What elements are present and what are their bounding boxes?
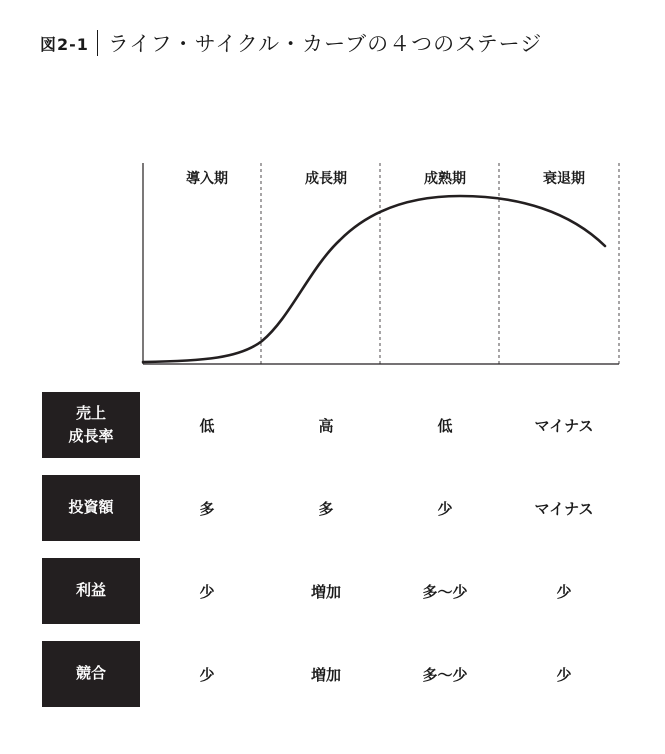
- figure-number: 図2-1: [40, 34, 89, 54]
- table-cell: 多〜少: [422, 665, 468, 684]
- row-header-line: 利益: [75, 581, 106, 600]
- row-header-line: 競合: [75, 664, 106, 683]
- table-cell: マイナス: [534, 416, 594, 435]
- table-cell: 多: [199, 499, 215, 518]
- table-cell: 増加: [310, 582, 341, 601]
- table-cell: 少: [199, 582, 215, 601]
- row-header-sales-growth: [42, 392, 140, 458]
- stage-label-introduction: 導入期: [186, 171, 228, 187]
- row-header-line: 売上: [75, 403, 106, 422]
- stage-label-maturity: 成熟期: [424, 171, 466, 187]
- table-cell: マイナス: [534, 499, 594, 518]
- table-cell: 多〜少: [422, 582, 468, 601]
- row-header-line: 成長率: [68, 427, 114, 445]
- row-header-profit: [42, 558, 140, 624]
- table-cell: 少: [199, 665, 215, 684]
- table-cell: 低: [437, 416, 453, 435]
- table-cell: 高: [318, 416, 334, 435]
- lifecycle-curve: [143, 196, 605, 362]
- row-header-line: 投資額: [68, 498, 114, 517]
- stage-label-decline: 衰退期: [543, 171, 585, 187]
- row-header-investment: [42, 475, 140, 541]
- stage-label-growth: 成長期: [305, 171, 347, 187]
- figure-title-text: ライフ・サイクル・カーブの４つのステージ: [107, 32, 543, 56]
- row-header-competition: [42, 641, 140, 707]
- table-cell: 少: [556, 665, 572, 684]
- table-cell: 少: [556, 582, 572, 601]
- table-cell: 少: [437, 499, 453, 518]
- table-cell: 多: [318, 499, 334, 518]
- table-cell: 低: [199, 416, 215, 435]
- table-cell: 増加: [310, 665, 341, 684]
